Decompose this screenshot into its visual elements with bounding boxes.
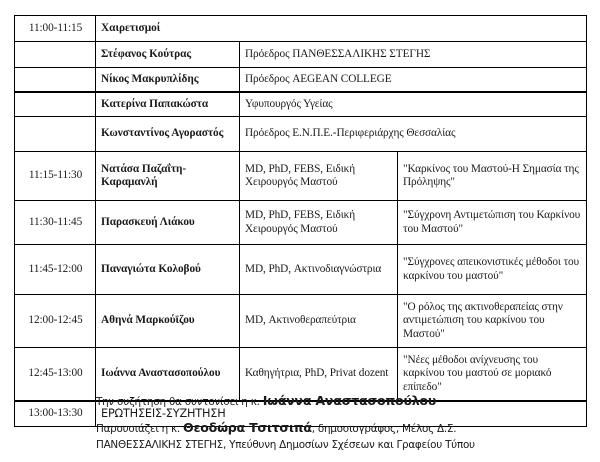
cell-time — [15, 42, 96, 68]
table-row — [15, 117, 587, 152]
moderator-prefix: Την συζήτηση θα συντονίσει η κ. — [96, 396, 263, 408]
presenter-suffix: , δημοσιογράφος, Μέλος Δ.Σ. — [311, 422, 457, 435]
table-row — [15, 16, 587, 42]
moderator-name: Ιωάννα Αναστασοπούλου — [262, 393, 437, 408]
presenter-prefix: Παρουσιάζει η κ. — [96, 422, 184, 435]
cell-section-heading: Χαιρετισμοί — [96, 16, 587, 42]
cell-time: 11:15-11:30 — [15, 152, 96, 201]
table-row — [15, 245, 587, 295]
table-row — [15, 42, 587, 68]
presenter-line — [96, 419, 576, 453]
cell-speaker: Στέφανος Κούτρας — [96, 42, 240, 68]
cell-credentials: Πρόεδρος Ε.Ν.Π.Ε.-Περιφεριάρχης Θεσσαλίας — [240, 117, 587, 152]
cell-credentials: MD, PhD, FEBS, Ειδική Χειρουργός Μαστού — [240, 152, 398, 201]
cell-time — [15, 68, 96, 93]
cell-credentials: Υφυπουργός Υγείας — [240, 92, 587, 117]
cell-talk-title: "Ο ρόλος της ακτινοθεραπείας στην αντιμετώπιση του καρκίνου του Μαστού" — [398, 295, 587, 348]
cell-speaker: Κωνσταντίνος Αγοραστός — [96, 117, 240, 152]
cell-credentials: MD, PhD, FEBS, Ειδική Χειρουργός Μαστού — [240, 201, 398, 245]
schedule-table — [14, 15, 587, 427]
cell-speaker: Νατάσα Παζαΐτη-Καραμανλή — [96, 152, 240, 201]
table-row — [15, 152, 587, 201]
table-row — [15, 295, 587, 348]
footer-notes — [96, 392, 576, 462]
cell-talk-title: "Καρκίνος του Μαστού-Η Σημασία της Πρόληψης" — [398, 152, 587, 201]
cell-time: 13:00-13:30 — [15, 401, 96, 427]
cell-credentials: MD, PhD, Ακτινοδιαγνώστρια — [240, 245, 398, 295]
cell-talk-title: "Σύγχρονες απεικονιστικές μέθοδοι του καρκίνου του μαστού" — [398, 245, 587, 295]
cell-questions-discussion: ΕΡΩΤΗΣΕΙΣ-ΣΥΖΗΤΗΣΗ — [96, 401, 587, 427]
cell-speaker: Αθηνά Μαρκούϊζου — [96, 295, 240, 348]
table-row — [15, 68, 587, 93]
cell-speaker: Παρασκευή Λιάκου — [96, 201, 240, 245]
presenter-name: Θεοδώρα Τσιτσιπά — [183, 419, 312, 435]
cell-credentials: Καθηγήτρια, PhD, Privat dozent — [240, 348, 398, 402]
cell-time: 11:00-11:15 — [15, 16, 96, 42]
cell-speaker: Παναγιώτα Κολοβού — [96, 245, 240, 295]
cell-credentials: Πρόεδρος AEGEAN COLLEGE — [240, 68, 587, 93]
cell-time: 12:45-13:00 — [15, 348, 96, 402]
cell-credentials: Πρόεδρος ΠΑΝΘΕΣΣΑΛΙΚΗΣ ΣΤΕΓΗΣ — [240, 42, 587, 68]
cell-speaker: Νίκος Μακρυπλίδης — [96, 68, 240, 93]
cell-credentials: MD, Ακτινοθεραπεύτρια — [240, 295, 398, 348]
cell-talk-title: "Σύγχρονη Αντιμετώπιση του Καρκίνου του Μαστού" — [398, 201, 587, 245]
cell-time: 11:30-11:45 — [15, 201, 96, 245]
moderator-line — [96, 392, 576, 410]
table-row — [15, 201, 587, 245]
cell-talk-title: "Νέες μέθοδοι ανίχνευσης του καρκίνου του μαστού σε μοριακό επίπεδο" — [398, 348, 587, 402]
cell-speaker: Ιωάννα Αναστασοπούλου — [96, 348, 240, 402]
table-row — [15, 92, 587, 117]
cell-time — [15, 117, 96, 152]
cell-speaker: Κατερίνα Παπακώστα — [96, 92, 240, 117]
presenter-line-2: ΠΑΝΘΕΣΣΑΛΙΚΗΣ ΣΤΕΓΗΣ, Υπεύθυνη Δημοσίων Σχέσεων και Γραφείου Τύπου — [96, 438, 475, 451]
cell-time: 12:00-12:45 — [15, 295, 96, 348]
cell-time — [15, 92, 96, 117]
cell-time: 11:45-12:00 — [15, 245, 96, 295]
